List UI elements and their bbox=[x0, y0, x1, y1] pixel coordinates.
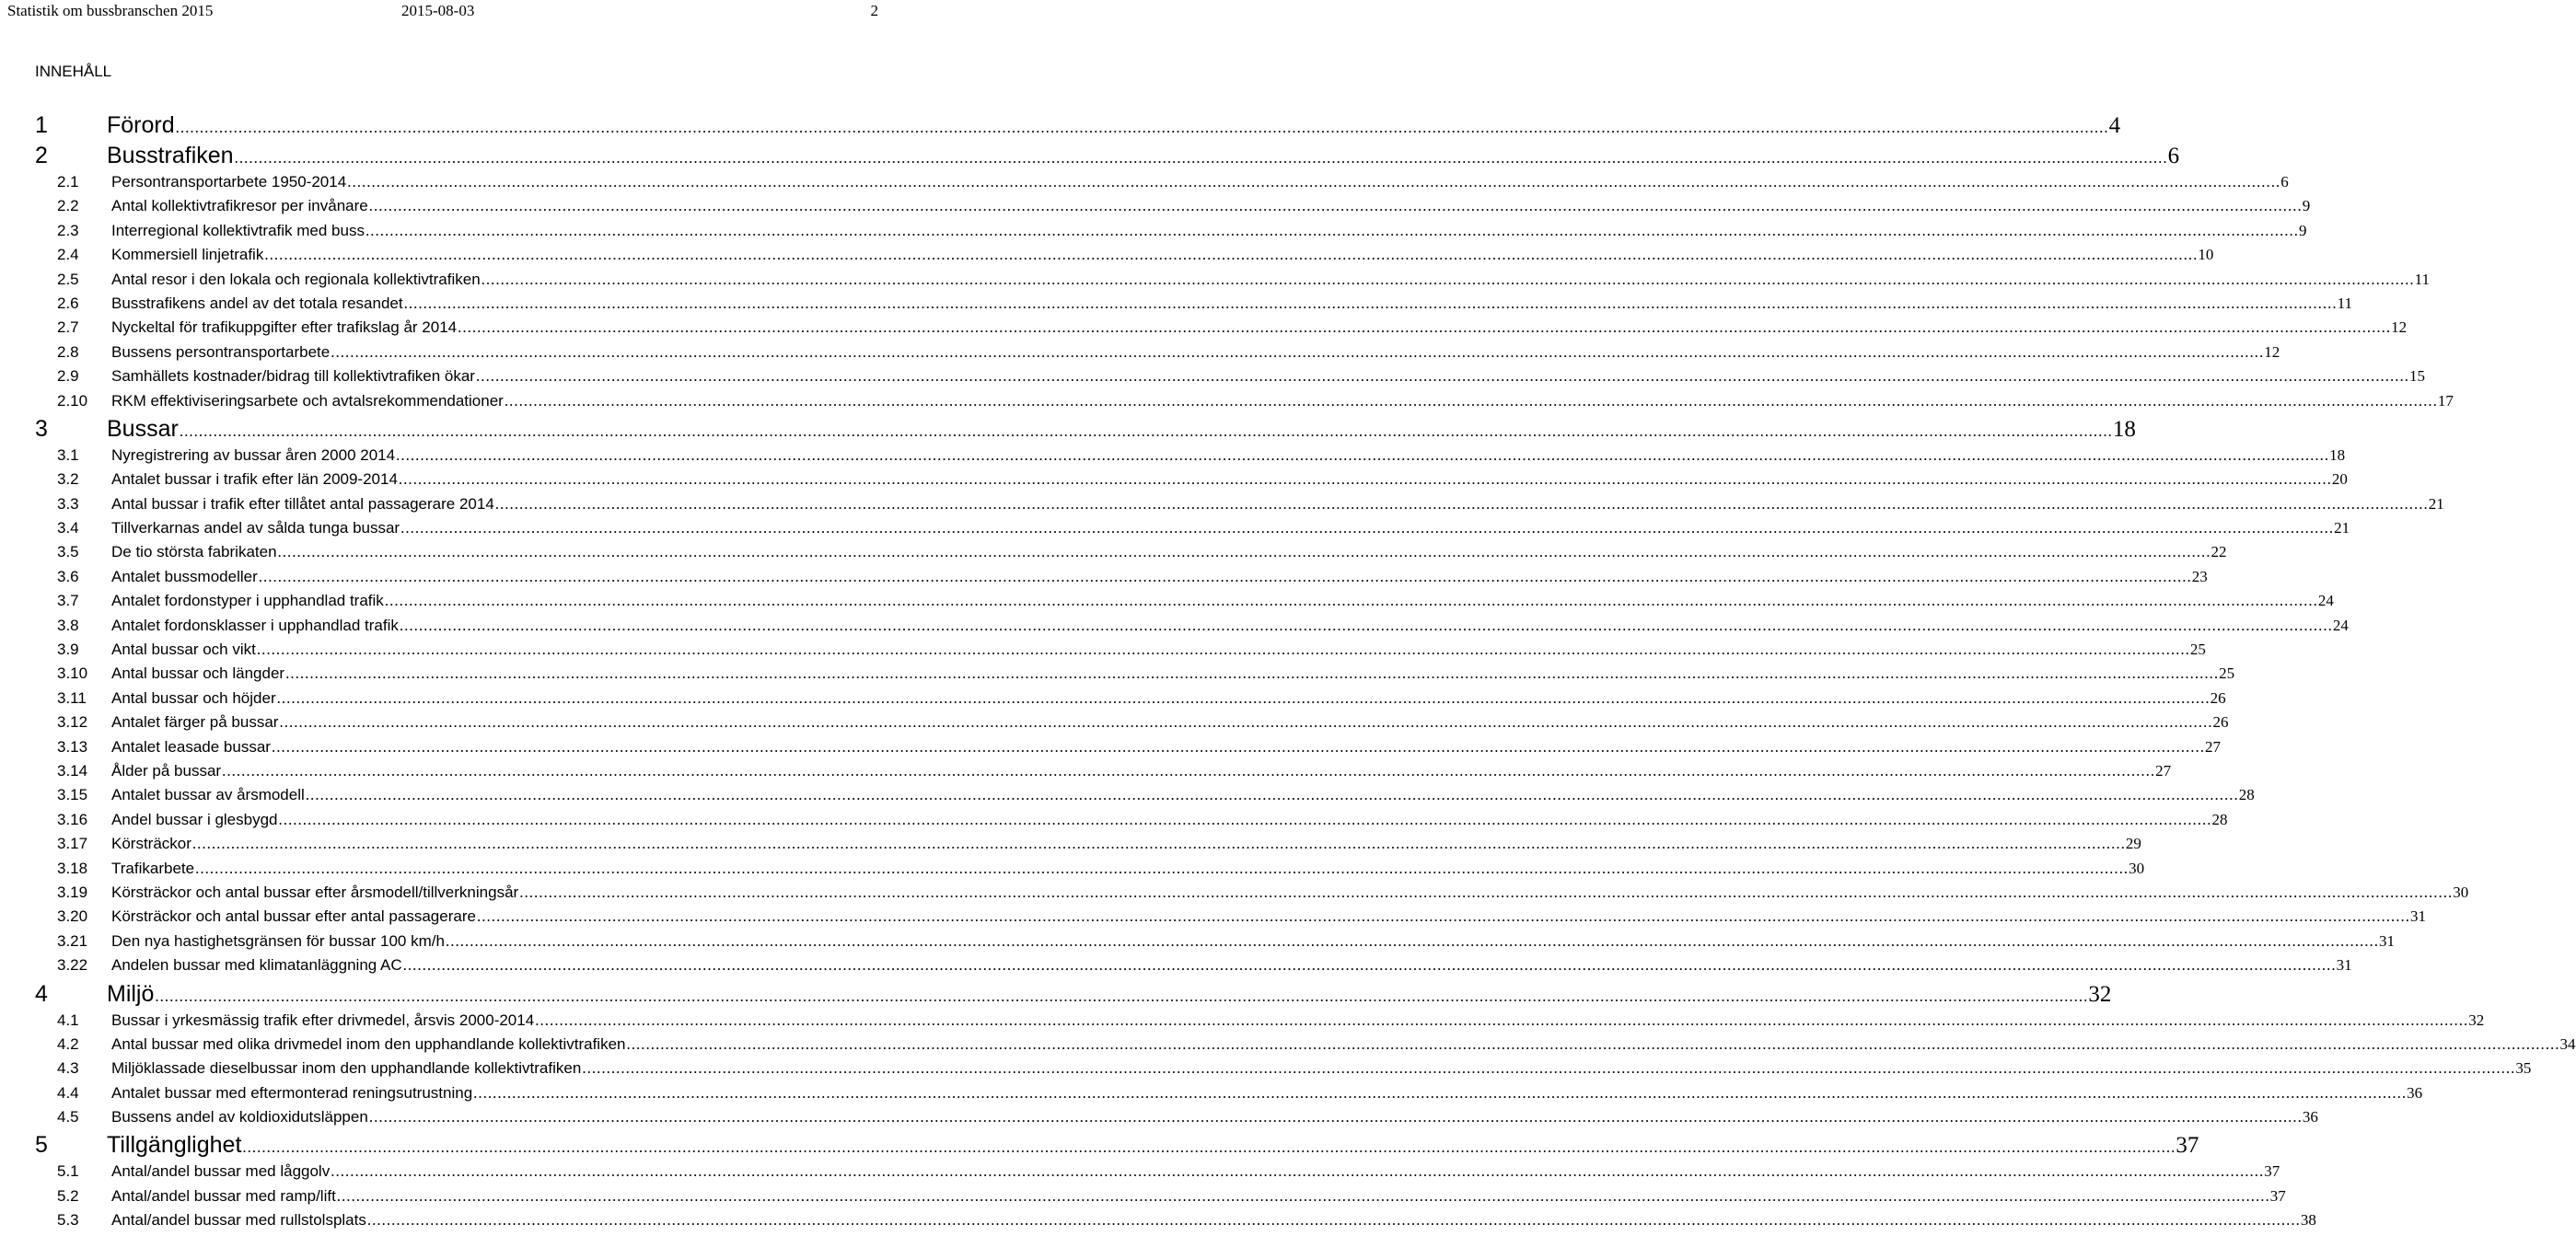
toc-entry-page: 30 bbox=[2453, 883, 2469, 901]
toc-entry-page: 26 bbox=[2210, 688, 2226, 707]
toc-section-entry[interactable] bbox=[0, 883, 2469, 907]
toc-entry-title: Den nya hastighetsgränsen för bussar 100 km/h bbox=[111, 931, 445, 950]
toc-entry-page: 18 bbox=[2329, 445, 2346, 464]
toc-dot-leader: ................................................................................................................................................................................................................................................................................................................................................................................................................ bbox=[402, 956, 2337, 975]
toc-entry-number: 3.9 bbox=[57, 641, 79, 659]
toc-dot-leader: ................................................................................................................................................................................................................................................................................................................................................................................................................ bbox=[336, 1186, 2270, 1205]
toc-entry-title: Nyregistrering av bussar åren 2000 2014 bbox=[111, 445, 396, 464]
toc-entry-title: De tio största fabrikaten bbox=[111, 543, 277, 561]
toc-entry-title: Busstrafiken bbox=[107, 143, 234, 168]
toc-entry-number: 2 bbox=[35, 143, 48, 168]
toc-entry-number: 3.11 bbox=[57, 688, 87, 707]
toc-dot-leader: ................................................................................................................................................................................................................................................................................................................................................................................................................ bbox=[195, 859, 2129, 877]
toc-entry-page: 36 bbox=[2302, 1108, 2318, 1126]
toc-entry-number: 3.6 bbox=[57, 567, 79, 585]
toc-entry-title: Antal bussar och längder bbox=[111, 664, 285, 683]
toc-entry-page: 21 bbox=[2428, 494, 2444, 513]
toc-section-entry[interactable] bbox=[0, 367, 2425, 391]
toc-entry-page: 24 bbox=[2332, 616, 2349, 634]
toc-entry-page: 31 bbox=[2378, 931, 2395, 950]
toc-entry-title: Nyckeltal för trafikuppgifter efter trafikslag år 2014 bbox=[111, 318, 458, 337]
toc-entry-title: Miljöklassade dieselbussar inom den upphandlande kollektivtrafiken bbox=[111, 1059, 582, 1078]
toc-entry-title: Andel bussar i glesbygd bbox=[111, 810, 278, 828]
toc-entry-number: 3.10 bbox=[57, 664, 88, 683]
toc-entry-title: Antalet bussar i trafik efter län 2009-2014 bbox=[111, 470, 398, 489]
toc-entry-title: Antal/andel bussar med låggolv bbox=[111, 1162, 331, 1181]
toc-entry-page: 32 bbox=[2088, 981, 2112, 1007]
toc-entry-page: 36 bbox=[2407, 1083, 2423, 1102]
toc-section-entry[interactable] bbox=[0, 342, 2280, 367]
toc-dot-leader: ................................................................................................................................................................................................................................................................................................................................................................................................................ bbox=[398, 470, 2332, 489]
toc-entry-page: 38 bbox=[2300, 1211, 2316, 1230]
toc-section-entry[interactable] bbox=[0, 445, 2346, 470]
toc-entry-number: 2.7 bbox=[57, 318, 79, 337]
toc-entry-page: 24 bbox=[2317, 592, 2334, 610]
toc-entry-number: 1 bbox=[35, 112, 48, 138]
toc-entry-title: Antal bussar med olika drivmedel inom den upphandlande kollektivtrafiken bbox=[111, 1034, 626, 1053]
toc-entry-title: Antalet färger på bussar bbox=[111, 713, 279, 732]
toc-dot-leader: ................................................................................................................................................................................................................................................................................................................................................................................................................ bbox=[276, 688, 2210, 707]
toc-dot-leader: ................................................................................................................................................................................................................................................................................................................................................................................................................ bbox=[445, 931, 2379, 950]
toc-dot-leader: ................................................................................................................................................................................................................................................................................................................................................................................................................ bbox=[347, 173, 2281, 191]
toc-dot-leader: ................................................................................................................................................................................................................................................................................................................................................................................................................ bbox=[331, 342, 2265, 361]
toc-entry-page: 25 bbox=[2189, 641, 2206, 659]
toc-entry-number: 4 bbox=[35, 980, 48, 1007]
toc-entry-page: 27 bbox=[2204, 737, 2221, 756]
toc-heading: INNEHÅLL bbox=[35, 63, 112, 80]
toc-entry-number: 3.12 bbox=[57, 713, 88, 732]
toc-dot-leader: ................................................................................................................................................................................................................................................................................................................................................................................................................ bbox=[305, 786, 2239, 804]
toc-entry-title: Antalet fordonstyper i upphandlad trafik bbox=[111, 592, 384, 610]
toc-entry-title: Antal/andel bussar med ramp/lift bbox=[111, 1186, 336, 1205]
toc-dot-leader: ................................................................................................................................................................................................................................................................................................................................................................................................................ bbox=[458, 318, 2392, 337]
toc-entry-page: 34 bbox=[2559, 1034, 2576, 1053]
toc-dot-leader: ................................................................................................................................................................................................................................................................................................................................................................................................................ bbox=[582, 1059, 2516, 1078]
toc-entry-title: Körsträckor och antal bussar efter antal passagerare bbox=[111, 907, 476, 926]
toc-section-entry[interactable] bbox=[0, 592, 2334, 616]
toc-entry-page: 22 bbox=[2210, 543, 2227, 561]
toc-entry-title: Tillverkarnas andel av sålda tunga bussar bbox=[111, 519, 400, 537]
document-date: 2015-08-03 bbox=[401, 2, 475, 19]
toc-dot-leader: ................................................................................................................................................................................................................................................................................................................................................................................................................ bbox=[155, 987, 2089, 1005]
toc-entry-page: 10 bbox=[2198, 246, 2214, 264]
toc-dot-leader: ................................................................................................................................................................................................................................................................................................................................................................................................................ bbox=[365, 221, 2299, 239]
toc-section-entry[interactable] bbox=[0, 246, 2214, 270]
toc-section-entry[interactable] bbox=[0, 1011, 2485, 1035]
toc-chapter-entry[interactable] bbox=[0, 112, 2121, 143]
toc-entry-page: 17 bbox=[2437, 391, 2454, 410]
toc-entry-number: 3.18 bbox=[57, 859, 88, 877]
toc-section-entry[interactable] bbox=[0, 270, 2431, 295]
toc-entry-page: 23 bbox=[2191, 567, 2208, 585]
toc-entry-number: 4.4 bbox=[57, 1083, 79, 1102]
document-title: Statistik om bussbranschen 2015 bbox=[7, 2, 214, 19]
toc-entry-number: 2.2 bbox=[57, 197, 79, 215]
toc-entry-title: Antal/andel bussar med rullstolsplats bbox=[111, 1211, 366, 1230]
toc-entry-number: 3.4 bbox=[57, 519, 79, 537]
toc-section-entry[interactable] bbox=[0, 616, 2349, 641]
toc-entry-number: 4.3 bbox=[57, 1059, 79, 1078]
toc-entry-page: 11 bbox=[2414, 270, 2431, 288]
toc-section-entry[interactable] bbox=[0, 391, 2454, 416]
toc-entry-title: Antal resor i den lokala och regionala kollektivtrafiken bbox=[111, 270, 481, 288]
toc-entry-title: Antalet leasade bussar bbox=[111, 737, 271, 756]
toc-entry-title: Bussens persontransportarbete bbox=[111, 342, 331, 361]
toc-section-entry[interactable] bbox=[0, 835, 2141, 859]
toc-dot-leader: ................................................................................................................................................................................................................................................................................................................................................................................................................ bbox=[368, 1108, 2303, 1126]
toc-dot-leader: ................................................................................................................................................................................................................................................................................................................................................................................................................ bbox=[278, 810, 2212, 828]
toc-entry-title: Tillgänglighet bbox=[107, 1132, 242, 1159]
toc-entry-page: 30 bbox=[2129, 859, 2145, 877]
toc-dot-leader: ................................................................................................................................................................................................................................................................................................................................................................................................................ bbox=[234, 149, 2168, 167]
toc-dot-leader: ................................................................................................................................................................................................................................................................................................................................................................................................................ bbox=[535, 1011, 2469, 1029]
toc-section-entry[interactable] bbox=[0, 1211, 2316, 1235]
toc-entry-title: Bussar bbox=[107, 415, 179, 442]
toc-entry-number: 3.20 bbox=[57, 907, 88, 926]
toc-section-entry[interactable] bbox=[0, 318, 2408, 342]
toc-chapter-entry[interactable] bbox=[0, 1132, 2199, 1162]
toc-entry-number: 3.5 bbox=[57, 543, 79, 561]
toc-dot-leader: ................................................................................................................................................................................................................................................................................................................................................................................................................ bbox=[396, 445, 2330, 464]
toc-section-entry[interactable] bbox=[0, 688, 2226, 713]
toc-entry-page: 9 bbox=[2302, 197, 2311, 215]
toc-entry-number: 3.17 bbox=[57, 835, 88, 853]
toc-chapter-entry[interactable] bbox=[0, 980, 2112, 1011]
toc-entry-number: 5.1 bbox=[57, 1162, 79, 1181]
toc-entry-title: Trafikarbete bbox=[111, 859, 195, 877]
toc-dot-leader: ................................................................................................................................................................................................................................................................................................................................................................................................................ bbox=[481, 270, 2415, 288]
toc-entry-number: 2.8 bbox=[57, 342, 79, 361]
toc-entry-title: Kommersiell linjetrafik bbox=[111, 246, 264, 264]
toc-dot-leader: ................................................................................................................................................................................................................................................................................................................................................................................................................ bbox=[258, 567, 2192, 585]
toc-section-entry[interactable] bbox=[0, 1034, 2576, 1059]
toc-entry-page: 20 bbox=[2331, 470, 2348, 489]
toc-dot-leader: ................................................................................................................................................................................................................................................................................................................................................................................................................ bbox=[626, 1034, 2560, 1053]
toc-entry-page: 6 bbox=[2167, 144, 2180, 168]
toc-entry-page: 37 bbox=[2176, 1133, 2199, 1159]
toc-dot-leader: ................................................................................................................................................................................................................................................................................................................................................................................................................ bbox=[366, 1211, 2301, 1230]
toc-entry-title: Bussar i yrkesmässig trafik efter drivmedel, årsvis 2000-2014 bbox=[111, 1011, 535, 1029]
toc-section-entry[interactable] bbox=[0, 173, 2289, 197]
toc-entry-number: 5 bbox=[35, 1132, 48, 1159]
toc-section-entry[interactable] bbox=[0, 713, 2229, 737]
toc-entry-number: 3.13 bbox=[57, 737, 88, 756]
toc-entry-title: Antal kollektivtrafikresor per invånare bbox=[111, 197, 368, 215]
toc-entry-number: 3.1 bbox=[57, 445, 79, 464]
toc-entry-title: Ålder på bussar bbox=[111, 761, 222, 780]
toc-entry-number: 2.6 bbox=[57, 294, 79, 312]
toc-entry-title: Antal bussar och höjder bbox=[111, 688, 276, 707]
toc-entry-page: 35 bbox=[2515, 1059, 2532, 1078]
toc-entry-number: 3.15 bbox=[57, 786, 88, 804]
toc-dot-leader: ................................................................................................................................................................................................................................................................................................................................................................................................................ bbox=[242, 1138, 2176, 1157]
toc-entry-number: 3 bbox=[35, 415, 48, 442]
toc-entry-number: 2.4 bbox=[57, 246, 79, 264]
toc-section-entry[interactable] bbox=[0, 543, 2227, 567]
toc-entry-number: 2.10 bbox=[57, 391, 88, 410]
toc-section-entry[interactable] bbox=[0, 1059, 2532, 1083]
page-number: 2 bbox=[870, 2, 878, 19]
toc-section-entry[interactable] bbox=[0, 641, 2206, 664]
toc-entry-page: 4 bbox=[2108, 113, 2121, 138]
toc-entry-page: 21 bbox=[2334, 519, 2350, 537]
toc-dot-leader: ................................................................................................................................................................................................................................................................................................................................................................................................................ bbox=[494, 494, 2429, 513]
toc-entry-page: 37 bbox=[2264, 1162, 2280, 1181]
toc-entry-page: 32 bbox=[2468, 1011, 2485, 1029]
toc-section-entry[interactable] bbox=[0, 1186, 2286, 1211]
toc-entry-page: 12 bbox=[2264, 342, 2280, 361]
toc-dot-leader: ................................................................................................................................................................................................................................................................................................................................................................................................................ bbox=[384, 592, 2318, 610]
toc-entry-number: 4.1 bbox=[57, 1011, 79, 1029]
toc-dot-leader: ................................................................................................................................................................................................................................................................................................................................................................................................................ bbox=[279, 713, 2213, 732]
toc-entry-title: Körsträckor bbox=[111, 835, 191, 853]
toc-dot-leader: ................................................................................................................................................................................................................................................................................................................................................................................................................ bbox=[475, 367, 2409, 386]
toc-section-entry[interactable] bbox=[0, 664, 2235, 688]
toc-entry-number: 3.2 bbox=[57, 470, 79, 489]
toc-entry-title: Körsträckor och antal bussar efter årsmodell/tillverkningsår bbox=[111, 883, 519, 901]
toc-section-entry[interactable] bbox=[0, 931, 2395, 956]
toc-entry-title: Samhällets kostnader/bidrag till kollektivtrafiken ökar bbox=[111, 367, 475, 386]
toc-entry-title: RKM effektiviseringsarbete och avtalsrekommendationer bbox=[111, 391, 504, 410]
toc-chapter-entry[interactable] bbox=[0, 415, 2136, 446]
toc-dot-leader: ................................................................................................................................................................................................................................................................................................................................................................................................................ bbox=[473, 1083, 2408, 1102]
toc-section-entry[interactable] bbox=[0, 761, 2172, 786]
toc-entry-title: Andelen bussar med klimatanläggning AC bbox=[111, 956, 402, 975]
toc-entry-page: 26 bbox=[2212, 713, 2229, 732]
toc-entry-number: 3.3 bbox=[57, 494, 79, 513]
table-of-contents bbox=[0, 112, 2576, 1236]
toc-entry-number: 4.2 bbox=[57, 1034, 79, 1053]
toc-dot-leader: ................................................................................................................................................................................................................................................................................................................................................................................................................ bbox=[504, 391, 2438, 410]
toc-entry-page: 28 bbox=[2211, 810, 2228, 828]
toc-entry-title: Antal bussar och vikt bbox=[111, 641, 256, 659]
toc-dot-leader: ................................................................................................................................................................................................................................................................................................................................................................................................................ bbox=[519, 883, 2454, 901]
toc-entry-title: Persontransportarbete 1950-2014 bbox=[111, 173, 347, 191]
toc-entry-page: 6 bbox=[2280, 173, 2289, 191]
toc-section-entry[interactable] bbox=[0, 1083, 2423, 1108]
toc-entry-page: 28 bbox=[2238, 786, 2255, 804]
toc-dot-leader: ................................................................................................................................................................................................................................................................................................................................................................................................................ bbox=[191, 835, 2126, 853]
toc-dot-leader: ................................................................................................................................................................................................................................................................................................................................................................................................................ bbox=[264, 246, 2199, 264]
toc-entry-number: 4.5 bbox=[57, 1108, 79, 1126]
toc-dot-leader: ................................................................................................................................................................................................................................................................................................................................................................................................................ bbox=[399, 616, 2333, 634]
toc-entry-number: 2.9 bbox=[57, 367, 79, 386]
toc-section-entry[interactable] bbox=[0, 470, 2348, 494]
toc-entry-page: 37 bbox=[2269, 1186, 2286, 1205]
toc-section-entry[interactable] bbox=[0, 197, 2311, 221]
toc-section-entry[interactable] bbox=[0, 1162, 2280, 1186]
toc-entry-number: 3.7 bbox=[57, 592, 79, 610]
toc-entry-page: 12 bbox=[2391, 318, 2408, 337]
toc-section-entry[interactable] bbox=[0, 494, 2444, 519]
toc-entry-title: Antalet bussar med eftermonterad reningsutrustning bbox=[111, 1083, 473, 1102]
toc-entry-title: Antal bussar i trafik efter tillåtet antal passagerare 2014 bbox=[111, 494, 494, 513]
toc-section-entry[interactable] bbox=[0, 519, 2350, 543]
toc-section-entry[interactable] bbox=[0, 907, 2426, 931]
toc-entry-title: Antalet bussmodeller bbox=[111, 567, 258, 585]
toc-entry-page: 25 bbox=[2219, 664, 2235, 683]
toc-section-entry[interactable] bbox=[0, 294, 2352, 318]
toc-entry-title: Busstrafikens andel av det totala resandet bbox=[111, 294, 403, 312]
toc-entry-title: Förord bbox=[107, 112, 175, 138]
toc-dot-leader: ................................................................................................................................................................................................................................................................................................................................................................................................................ bbox=[400, 519, 2335, 537]
toc-entry-number: 2.3 bbox=[57, 221, 79, 239]
toc-entry-page: 27 bbox=[2155, 761, 2172, 780]
toc-entry-number: 3.21 bbox=[57, 931, 88, 950]
toc-entry-title: Interregional kollektivtrafik med buss bbox=[111, 221, 365, 239]
toc-section-entry[interactable] bbox=[0, 956, 2352, 980]
toc-entry-page: 31 bbox=[2336, 956, 2352, 975]
toc-entry-title: Bussens andel av koldioxidutsläppen bbox=[111, 1108, 368, 1126]
toc-entry-number: 3.19 bbox=[57, 883, 88, 901]
toc-dot-leader: ................................................................................................................................................................................................................................................................................................................................................................................................................ bbox=[179, 422, 2113, 440]
toc-entry-number: 5.2 bbox=[57, 1186, 79, 1205]
toc-section-entry[interactable] bbox=[0, 810, 2228, 835]
toc-dot-leader: ................................................................................................................................................................................................................................................................................................................................................................................................................ bbox=[277, 543, 2211, 561]
toc-section-entry[interactable] bbox=[0, 737, 2221, 762]
toc-entry-number: 2.5 bbox=[57, 270, 79, 288]
running-header bbox=[0, 2, 884, 22]
toc-entry-page: 18 bbox=[2112, 416, 2136, 442]
toc-dot-leader: ................................................................................................................................................................................................................................................................................................................................................................................................................ bbox=[175, 119, 2109, 136]
toc-dot-leader: ................................................................................................................................................................................................................................................................................................................................................................................................................ bbox=[368, 197, 2303, 215]
toc-dot-leader: ................................................................................................................................................................................................................................................................................................................................................................................................................ bbox=[256, 641, 2190, 659]
toc-entry-page: 11 bbox=[2337, 294, 2352, 312]
toc-section-entry[interactable] bbox=[0, 221, 2307, 246]
toc-section-entry[interactable] bbox=[0, 1108, 2318, 1132]
toc-entry-page: 29 bbox=[2125, 835, 2141, 853]
toc-entry-title: Antalet fordonsklasser i upphandlad trafik bbox=[111, 616, 399, 634]
toc-entry-number: 5.3 bbox=[57, 1211, 79, 1230]
toc-dot-leader: ................................................................................................................................................................................................................................................................................................................................................................................................................ bbox=[271, 737, 2205, 756]
toc-entry-page: 15 bbox=[2408, 367, 2425, 386]
toc-section-entry[interactable] bbox=[0, 567, 2208, 592]
toc-dot-leader: ................................................................................................................................................................................................................................................................................................................................................................................................................ bbox=[403, 294, 2338, 312]
toc-section-entry[interactable] bbox=[0, 859, 2145, 884]
toc-dot-leader: ................................................................................................................................................................................................................................................................................................................................................................................................................ bbox=[476, 907, 2410, 926]
toc-dot-leader: ................................................................................................................................................................................................................................................................................................................................................................................................................ bbox=[285, 664, 2220, 683]
toc-chapter-entry[interactable] bbox=[0, 143, 2180, 173]
toc-entry-title: Antalet bussar av årsmodell bbox=[111, 786, 305, 804]
toc-entry-number: 3.14 bbox=[57, 761, 88, 780]
toc-entry-number: 3.8 bbox=[57, 616, 79, 634]
toc-section-entry[interactable] bbox=[0, 786, 2255, 810]
toc-dot-leader: ................................................................................................................................................................................................................................................................................................................................................................................................................ bbox=[222, 761, 2156, 780]
toc-entry-page: 9 bbox=[2298, 221, 2307, 239]
toc-entry-number: 3.16 bbox=[57, 810, 88, 828]
toc-entry-number: 3.22 bbox=[57, 956, 88, 975]
toc-entry-title: Miljö bbox=[107, 980, 155, 1007]
toc-entry-number: 2.1 bbox=[57, 173, 79, 191]
toc-entry-page: 31 bbox=[2409, 907, 2426, 926]
toc-dot-leader: ................................................................................................................................................................................................................................................................................................................................................................................................................ bbox=[331, 1162, 2265, 1181]
